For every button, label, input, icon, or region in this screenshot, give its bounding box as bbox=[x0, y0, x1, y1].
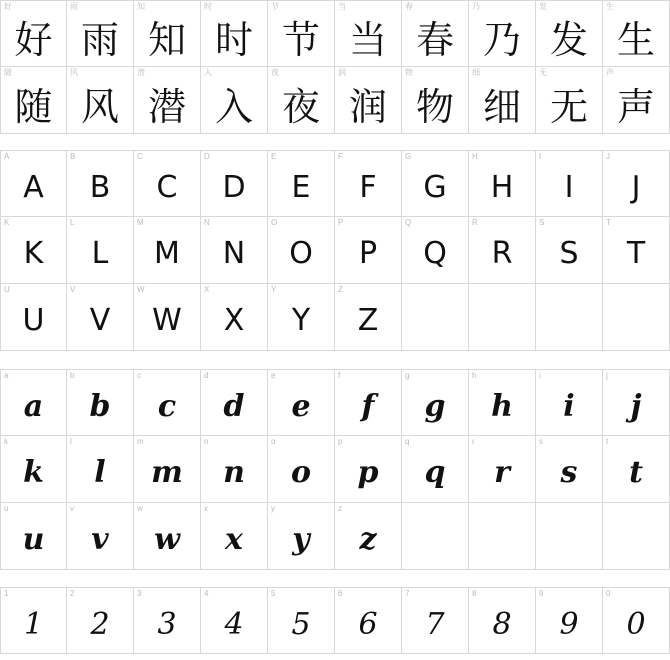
glyph-cell-character: y bbox=[292, 522, 310, 557]
glyph-cell-character: Q bbox=[423, 236, 447, 271]
glyph-cell-tag: 润 bbox=[338, 68, 346, 77]
glyph-cell[interactable] bbox=[335, 369, 402, 436]
glyph-cell[interactable] bbox=[402, 150, 469, 217]
glyph-cell-tag: T bbox=[606, 218, 611, 227]
glyph-cell-character: 风 bbox=[80, 84, 119, 129]
glyph-cell[interactable] bbox=[536, 587, 603, 654]
glyph-cell-tag: 雨 bbox=[70, 2, 78, 11]
glyph-cell[interactable] bbox=[0, 436, 67, 503]
glyph-cell-character bbox=[536, 503, 602, 569]
glyph-cell[interactable] bbox=[402, 436, 469, 503]
glyph-block-lowercase-latin bbox=[0, 369, 670, 570]
glyph-cell-character: r bbox=[494, 455, 510, 490]
glyph-cell[interactable] bbox=[536, 67, 603, 134]
glyph-cell-character: J bbox=[631, 169, 641, 205]
glyph-row bbox=[0, 369, 670, 436]
glyph-cell-tag: 5 bbox=[271, 589, 276, 598]
glyph-cell[interactable] bbox=[268, 67, 335, 134]
glyph-cell-character: 3 bbox=[157, 606, 177, 642]
glyph-cell[interactable] bbox=[201, 436, 268, 503]
glyph-row bbox=[0, 0, 670, 67]
glyph-cell[interactable] bbox=[402, 369, 469, 436]
glyph-cell-tag: 9 bbox=[539, 589, 544, 598]
glyph-cell-character bbox=[402, 284, 468, 350]
glyph-cell-tag: 1 bbox=[4, 589, 9, 598]
glyph-cell[interactable] bbox=[0, 284, 67, 351]
glyph-cell-tag: 风 bbox=[70, 68, 78, 77]
glyph-row bbox=[0, 217, 670, 284]
glyph-cell-tag: q bbox=[405, 437, 410, 446]
glyph-cell-tag: s bbox=[539, 437, 543, 446]
glyph-block-digits bbox=[0, 587, 670, 654]
glyph-cell-character: 节 bbox=[281, 18, 320, 62]
glyph-cell-character bbox=[469, 503, 535, 569]
glyph-cell[interactable] bbox=[268, 587, 335, 654]
glyph-cell-character: p bbox=[357, 455, 379, 490]
glyph-cell-character: 当 bbox=[348, 18, 387, 62]
glyph-cell-character: F bbox=[359, 169, 377, 205]
glyph-cell-character: S bbox=[559, 236, 579, 271]
glyph-cell-character: I bbox=[564, 169, 574, 205]
glyph-cell-tag: 0 bbox=[606, 589, 611, 598]
glyph-cell-character: x bbox=[225, 522, 243, 557]
glyph-cell-tag: 细 bbox=[472, 68, 480, 77]
glyph-cell-tag: d bbox=[204, 371, 209, 380]
glyph-cell-tag: L bbox=[70, 218, 75, 227]
glyph-cell-character: E bbox=[291, 169, 311, 205]
glyph-cell-character: 9 bbox=[559, 606, 579, 642]
glyph-cell-tag: 7 bbox=[405, 589, 410, 598]
glyph-cell-character: 夜 bbox=[281, 84, 320, 129]
glyph-cell-character: 1 bbox=[23, 606, 44, 642]
glyph-cell-character: Y bbox=[291, 303, 311, 338]
glyph-cell[interactable] bbox=[134, 284, 201, 351]
glyph-cell[interactable] bbox=[402, 217, 469, 284]
glyph-cell[interactable] bbox=[201, 284, 268, 351]
glyph-cell[interactable] bbox=[67, 150, 134, 217]
glyph-cell-character: 8 bbox=[492, 606, 512, 642]
glyph-cell-character: n bbox=[223, 455, 245, 490]
glyph-cell[interactable] bbox=[201, 150, 268, 217]
glyph-cell-character: h bbox=[491, 388, 513, 424]
glyph-cell-character: o bbox=[290, 455, 311, 490]
glyph-cell-character: i bbox=[563, 388, 575, 424]
glyph-cell-character: 知 bbox=[147, 18, 186, 62]
glyph-cell-tag: o bbox=[271, 437, 276, 446]
glyph-cell[interactable] bbox=[335, 436, 402, 503]
glyph-cell[interactable] bbox=[335, 0, 402, 67]
glyph-cell-character: 2 bbox=[90, 606, 110, 642]
glyph-cell[interactable] bbox=[603, 0, 670, 67]
glyph-cell-tag: 潜 bbox=[137, 68, 145, 77]
glyph-cell[interactable] bbox=[603, 369, 670, 436]
glyph-cell-character: k bbox=[23, 455, 44, 490]
glyph-cell[interactable] bbox=[469, 67, 536, 134]
glyph-cell-character: C bbox=[156, 169, 178, 205]
glyph-cell-character: 4 bbox=[224, 606, 244, 642]
glyph-cell[interactable] bbox=[402, 67, 469, 134]
glyph-cell-tag: U bbox=[4, 285, 10, 294]
glyph-cell[interactable] bbox=[0, 217, 67, 284]
glyph-cell[interactable] bbox=[268, 0, 335, 67]
glyph-cell-empty bbox=[603, 284, 670, 351]
glyph-cell[interactable] bbox=[536, 369, 603, 436]
glyph-cell-character: G bbox=[423, 169, 447, 205]
glyph-cell-character: T bbox=[626, 236, 646, 271]
glyph-cell-tag: a bbox=[4, 371, 9, 380]
glyph-cell-tag: S bbox=[539, 218, 545, 227]
glyph-cell-character: f bbox=[361, 388, 375, 424]
glyph-cell-empty bbox=[402, 503, 469, 570]
glyph-cell-tag: M bbox=[137, 218, 144, 227]
glyph-cell[interactable] bbox=[201, 369, 268, 436]
glyph-cell[interactable] bbox=[469, 369, 536, 436]
glyph-cell[interactable] bbox=[469, 587, 536, 654]
glyph-row bbox=[0, 67, 670, 134]
glyph-cell-character: g bbox=[424, 388, 446, 424]
glyph-cell[interactable] bbox=[0, 503, 67, 570]
glyph-cell-tag: Y bbox=[271, 285, 277, 294]
glyph-cell-character: t bbox=[629, 455, 643, 490]
glyph-cell-character: 乃 bbox=[482, 18, 521, 62]
glyph-cell[interactable] bbox=[0, 587, 67, 654]
glyph-cell-tag: w bbox=[137, 504, 143, 513]
glyph-cell-character: 细 bbox=[482, 84, 521, 129]
glyph-cell-character: 入 bbox=[214, 84, 253, 129]
glyph-cell-tag: O bbox=[271, 218, 278, 227]
glyph-cell-tag: 3 bbox=[137, 589, 142, 598]
glyph-cell-tag: h bbox=[472, 371, 477, 380]
glyph-cell-character: d bbox=[223, 388, 245, 424]
glyph-cell[interactable] bbox=[67, 284, 134, 351]
glyph-cell[interactable] bbox=[268, 150, 335, 217]
glyph-cell[interactable] bbox=[536, 0, 603, 67]
glyph-cell[interactable] bbox=[67, 436, 134, 503]
glyph-cell-tag: 8 bbox=[472, 589, 477, 598]
glyph-cell[interactable] bbox=[134, 150, 201, 217]
glyph-cell-tag: 2 bbox=[70, 589, 75, 598]
glyph-cell[interactable] bbox=[335, 587, 402, 654]
glyph-block-chinese-characters bbox=[0, 0, 670, 134]
glyph-cell-tag: 时 bbox=[204, 2, 212, 11]
glyph-cell-character bbox=[469, 284, 535, 350]
glyph-cell-tag: v bbox=[70, 504, 74, 513]
glyph-cell-tag: p bbox=[338, 437, 343, 446]
glyph-row bbox=[0, 587, 670, 654]
glyph-cell-tag: Q bbox=[405, 218, 412, 227]
glyph-cell-tag: 节 bbox=[271, 2, 279, 11]
glyph-cell-character: P bbox=[358, 236, 378, 271]
glyph-cell[interactable] bbox=[0, 150, 67, 217]
glyph-cell-tag: u bbox=[4, 504, 9, 513]
glyph-cell-tag: K bbox=[4, 218, 10, 227]
glyph-cell[interactable] bbox=[268, 369, 335, 436]
glyph-cell-character: l bbox=[94, 455, 106, 490]
glyph-cell[interactable] bbox=[469, 150, 536, 217]
glyph-cell[interactable] bbox=[201, 503, 268, 570]
glyph-cell[interactable] bbox=[134, 0, 201, 67]
glyph-cell-tag: 春 bbox=[405, 2, 413, 11]
glyph-cell[interactable] bbox=[469, 217, 536, 284]
glyph-cell-character: z bbox=[359, 522, 377, 557]
glyph-cell-character bbox=[402, 503, 468, 569]
glyph-cell[interactable] bbox=[134, 67, 201, 134]
glyph-cell-tag: 物 bbox=[405, 68, 413, 77]
glyph-cell-character: 雨 bbox=[80, 18, 119, 62]
glyph-cell-tag: G bbox=[405, 152, 412, 161]
glyph-cell-character: e bbox=[291, 388, 311, 424]
glyph-cell[interactable] bbox=[335, 503, 402, 570]
glyph-row bbox=[0, 503, 670, 570]
glyph-cell[interactable] bbox=[603, 436, 670, 503]
glyph-cell[interactable] bbox=[0, 369, 67, 436]
glyph-cell-tag: C bbox=[137, 152, 143, 161]
glyph-cell-tag: z bbox=[338, 504, 342, 513]
glyph-row bbox=[0, 284, 670, 351]
glyph-cell-character: U bbox=[22, 303, 45, 338]
glyph-cell-tag: A bbox=[4, 152, 10, 161]
glyph-cell[interactable] bbox=[134, 436, 201, 503]
glyph-cell[interactable] bbox=[402, 587, 469, 654]
glyph-cell[interactable] bbox=[335, 284, 402, 351]
glyph-cell[interactable] bbox=[134, 217, 201, 284]
glyph-cell-character: R bbox=[491, 236, 513, 271]
glyph-cell-tag: f bbox=[338, 371, 341, 380]
glyph-cell-tag: k bbox=[4, 437, 8, 446]
glyph-cell-empty bbox=[469, 503, 536, 570]
glyph-cell-character: 6 bbox=[358, 606, 378, 642]
glyph-cell[interactable] bbox=[603, 217, 670, 284]
glyph-cell-character: 0 bbox=[626, 606, 646, 642]
glyph-cell[interactable] bbox=[268, 217, 335, 284]
glyph-cell-character: 发 bbox=[549, 18, 588, 62]
glyph-cell-character: D bbox=[222, 169, 246, 205]
glyph-cell-tag: 随 bbox=[4, 68, 12, 77]
glyph-cell-tag: e bbox=[271, 371, 276, 380]
glyph-cell[interactable] bbox=[536, 436, 603, 503]
glyph-cell[interactable] bbox=[536, 217, 603, 284]
glyph-cell-tag: i bbox=[539, 371, 541, 380]
glyph-cell[interactable] bbox=[134, 503, 201, 570]
glyph-cell[interactable] bbox=[402, 0, 469, 67]
glyph-cell-tag: 生 bbox=[606, 2, 614, 11]
glyph-row bbox=[0, 436, 670, 503]
glyph-cell-character: A bbox=[23, 169, 44, 205]
glyph-cell-tag: n bbox=[204, 437, 209, 446]
glyph-cell-tag: P bbox=[338, 218, 344, 227]
glyph-cell-character: 春 bbox=[415, 18, 454, 62]
glyph-cell-character: c bbox=[157, 388, 177, 424]
glyph-cell-character: q bbox=[424, 455, 446, 490]
glyph-cell-tag: W bbox=[137, 285, 145, 294]
glyph-cell[interactable] bbox=[67, 503, 134, 570]
glyph-cell-character: M bbox=[154, 236, 180, 271]
glyph-cell-tag: N bbox=[204, 218, 210, 227]
glyph-cell-character: u bbox=[22, 522, 45, 557]
glyph-cell-empty bbox=[469, 284, 536, 351]
glyph-cell-tag: 声 bbox=[606, 68, 614, 77]
glyph-cell[interactable] bbox=[469, 0, 536, 67]
glyph-cell[interactable] bbox=[536, 150, 603, 217]
glyph-cell[interactable] bbox=[268, 503, 335, 570]
glyph-cell-character: 无 bbox=[549, 84, 588, 129]
glyph-cell-tag: H bbox=[472, 152, 478, 161]
glyph-cell[interactable] bbox=[67, 587, 134, 654]
glyph-cell-tag: 好 bbox=[4, 2, 12, 11]
glyph-cell-character: N bbox=[222, 236, 246, 271]
glyph-cell[interactable] bbox=[469, 436, 536, 503]
glyph-cell-tag: R bbox=[472, 218, 478, 227]
glyph-cell-character: 润 bbox=[348, 84, 387, 129]
glyph-cell[interactable] bbox=[134, 587, 201, 654]
glyph-cell-character: 随 bbox=[14, 84, 53, 129]
glyph-cell-character: 物 bbox=[415, 84, 454, 129]
block-separator bbox=[0, 134, 670, 150]
glyph-cell-tag: D bbox=[204, 152, 210, 161]
glyph-cell-tag: 夜 bbox=[271, 68, 279, 77]
glyph-cell-character: 声 bbox=[616, 84, 655, 129]
glyph-cell-tag: B bbox=[70, 152, 76, 161]
glyph-cell-character: a bbox=[23, 388, 44, 424]
glyph-cell-tag: x bbox=[204, 504, 208, 513]
glyph-cell[interactable] bbox=[268, 436, 335, 503]
glyph-cell-character bbox=[536, 284, 602, 350]
glyph-cell-tag: 知 bbox=[137, 2, 145, 11]
glyph-cell-tag: j bbox=[606, 371, 608, 380]
glyph-cell-character: m bbox=[151, 455, 183, 490]
glyph-cell-tag: X bbox=[204, 285, 210, 294]
glyph-cell[interactable] bbox=[335, 217, 402, 284]
glyph-cell-tag: 6 bbox=[338, 589, 343, 598]
glyph-cell-empty bbox=[402, 284, 469, 351]
glyph-cell-tag: 无 bbox=[539, 68, 547, 77]
glyph-cell-character: 7 bbox=[425, 606, 445, 642]
glyph-cell[interactable] bbox=[603, 67, 670, 134]
glyph-cell-character: W bbox=[152, 303, 182, 338]
glyph-cell-character: 5 bbox=[291, 606, 311, 642]
glyph-cell[interactable] bbox=[603, 587, 670, 654]
glyph-cell[interactable] bbox=[67, 369, 134, 436]
glyph-cell[interactable] bbox=[201, 0, 268, 67]
glyph-cell-character: H bbox=[490, 169, 514, 205]
glyph-cell-tag: F bbox=[338, 152, 343, 161]
glyph-block-uppercase-latin bbox=[0, 150, 670, 351]
glyph-cell-tag: J bbox=[606, 152, 610, 161]
glyph-cell[interactable] bbox=[0, 67, 67, 134]
glyph-cell-tag: t bbox=[606, 437, 609, 446]
glyph-cell-tag: c bbox=[137, 371, 141, 380]
glyph-cell[interactable] bbox=[67, 217, 134, 284]
glyph-row bbox=[0, 150, 670, 217]
glyph-cell-tag: V bbox=[70, 285, 76, 294]
glyph-cell-tag: r bbox=[472, 437, 475, 446]
glyph-cell-character: s bbox=[560, 455, 578, 490]
glyph-cell-tag: 乃 bbox=[472, 2, 480, 11]
block-separator bbox=[0, 570, 670, 587]
glyph-cell-tag: I bbox=[539, 152, 542, 161]
glyph-cell-empty bbox=[536, 503, 603, 570]
glyph-cell-character: 潜 bbox=[147, 84, 186, 129]
glyph-cell-character: v bbox=[91, 522, 109, 557]
glyph-cell-character: b bbox=[89, 388, 111, 424]
glyph-cell-character: K bbox=[23, 236, 44, 271]
glyph-cell-empty bbox=[603, 503, 670, 570]
glyph-cell[interactable] bbox=[201, 67, 268, 134]
glyph-cell-tag: 发 bbox=[539, 2, 547, 11]
glyph-cell-character: Z bbox=[357, 303, 379, 338]
glyph-cell-character: V bbox=[89, 303, 111, 338]
glyph-cell-tag: 当 bbox=[338, 2, 346, 11]
glyph-cell-tag: 入 bbox=[204, 68, 212, 77]
glyph-cell-character: 好 bbox=[14, 18, 53, 62]
glyph-cell-character: B bbox=[89, 169, 111, 205]
glyph-cell-character: L bbox=[91, 236, 109, 271]
glyph-cell-tag: m bbox=[137, 437, 144, 446]
glyph-cell-character: X bbox=[223, 303, 245, 338]
glyph-cell[interactable] bbox=[603, 150, 670, 217]
glyph-cell[interactable] bbox=[268, 284, 335, 351]
glyph-cell-tag: E bbox=[271, 152, 277, 161]
glyph-cell-tag: b bbox=[70, 371, 75, 380]
glyph-cell[interactable] bbox=[134, 369, 201, 436]
glyph-cell-tag: l bbox=[70, 437, 72, 446]
glyph-cell-character: 生 bbox=[616, 18, 655, 62]
glyph-cell-tag: Z bbox=[338, 285, 343, 294]
glyph-cell-character: 时 bbox=[214, 18, 253, 62]
glyph-cell-character: O bbox=[289, 236, 313, 271]
glyph-cell-character bbox=[603, 503, 669, 569]
block-separator bbox=[0, 351, 670, 369]
glyph-cell[interactable] bbox=[67, 0, 134, 67]
glyph-cell[interactable] bbox=[335, 150, 402, 217]
glyph-cell[interactable] bbox=[201, 217, 268, 284]
glyph-cell[interactable] bbox=[67, 67, 134, 134]
glyph-cell-tag: g bbox=[405, 371, 410, 380]
glyph-cell[interactable] bbox=[0, 0, 67, 67]
glyph-cell-tag: 4 bbox=[204, 589, 209, 598]
glyph-cell-character: w bbox=[154, 522, 180, 557]
glyph-cell-character: j bbox=[630, 388, 642, 424]
glyph-cell-tag: y bbox=[271, 504, 275, 513]
glyph-cell-character bbox=[603, 284, 669, 350]
glyph-cell-empty bbox=[536, 284, 603, 351]
glyph-cell[interactable] bbox=[201, 587, 268, 654]
glyph-cell[interactable] bbox=[335, 67, 402, 134]
